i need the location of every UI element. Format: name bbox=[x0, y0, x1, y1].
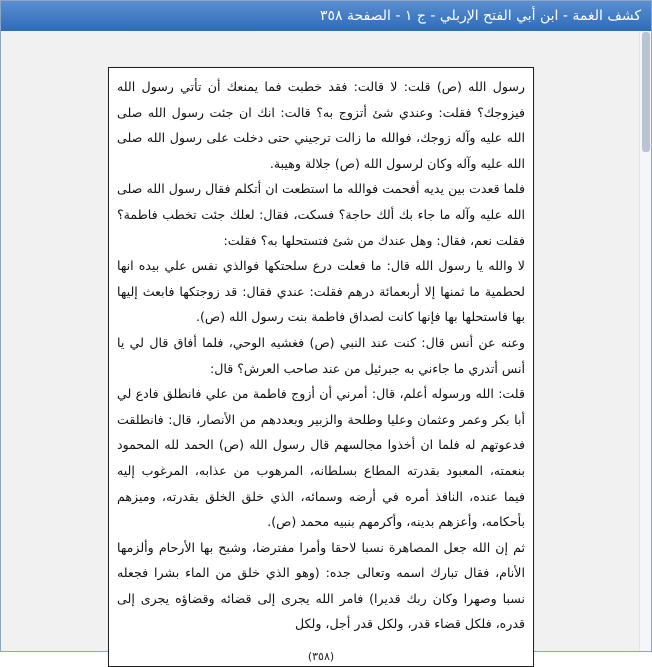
scrollbar-thumb[interactable] bbox=[642, 32, 650, 152]
page-text bbox=[117, 74, 525, 637]
page-number: (٣٥٨) bbox=[307, 650, 335, 663]
vertical-scrollbar[interactable] bbox=[639, 32, 651, 651]
paragraph: لا والله يا رسول الله قال: ما فعلت درع سلحتكها فوالذي نفس علي بيده انها لحطمية ما ثمنها إلا أربعمائة درهم فقلت: عندي فقال: قد زوجتكها فابعث إليها بها فاستحلها بها فإنها كانت لصداق فاطمة بنت رسول الله (ص). bbox=[117, 258, 525, 325]
paragraph: ثم إن الله جعل المصاهرة نسبا لاحقا وأمرا مفترضا، وشبح بها الأرحام وألزمها الأنام، فقال تبارك اسمه وتعالى جده: (وهو الذي خلق من الماء بشرا فجعله نسبا وصهرا وكان ربك قديرا) فامر الله يجرى إلى قضائه وقضاؤه يجرى إلى قدره، فلكل قضاء قدر، ولكل قدر أجل، ولكل bbox=[117, 539, 525, 632]
paragraph: قلت: الله ورسوله أعلم، قال: أمرني أن أزوج فاطمة من علي فانطلق فادع لي أبا بكر وعمر وعثمان وعليا وطلحة والزبير وبعددهم من الأنصار، قال: فانطلقت فدعوتهم له فلما ان أخذوا مجالسهم قال رسول الله (ص) الحمد لله المحمود بنعمته، المعبود بقدرته المطاع بسلطانه، المرهوب من عذابه، المرغوب إليه فيما عنده، النافذ أمره في أرضه وسمائه، الذي خلق الخلق بقدرته، وميزهم بأحكامه، وأعزهم بدينه، وأكرمهم بنبيه محمد (ص). bbox=[117, 386, 525, 530]
window-title: كشف الغمة - ابن أبي الفتح الإربلي - ج ١ - الصفحة ٣٥٨ bbox=[1, 1, 651, 31]
book-page bbox=[108, 67, 534, 667]
paragraph: رسول الله (ص) قلت: لا قالت: فقد خطبت فما يمنعك أن تأتي رسول الله فيزوجك؟ فقلت: وعندي شئ أتزوج به؟ قالت: انك ان جئت رسول الله صلى الله عليه وآله زوجك، فوالله ما زالت ترجيني حتى دخلت على رسول الله صلى الله عليه وآله وكان لرسول الله (ص) جلالة وهيبة. bbox=[117, 79, 525, 171]
paragraph: وعنه عن أنس قال: كنت عند النبي (ص) فغشيه الوحي، فلما أفاق قال لي يا أنس أتدري ما جاءني به جبرئيل من عند صاحب العرش؟ قال: bbox=[117, 334, 525, 376]
paragraph: فلما قعدت بين يديه أفحمت فوالله ما استطعت ان أتكلم فقال رسول الله صلى الله عليه وآله ما جاء بك ألك حاجة؟ فسكت، فقال: لعلك جئت تخطب فاطمة؟ فقلت نعم، فقال: وهل عندك من شئ فتستحلها به؟ فقلت: bbox=[117, 181, 525, 248]
document-viewport[interactable] bbox=[2, 32, 638, 663]
